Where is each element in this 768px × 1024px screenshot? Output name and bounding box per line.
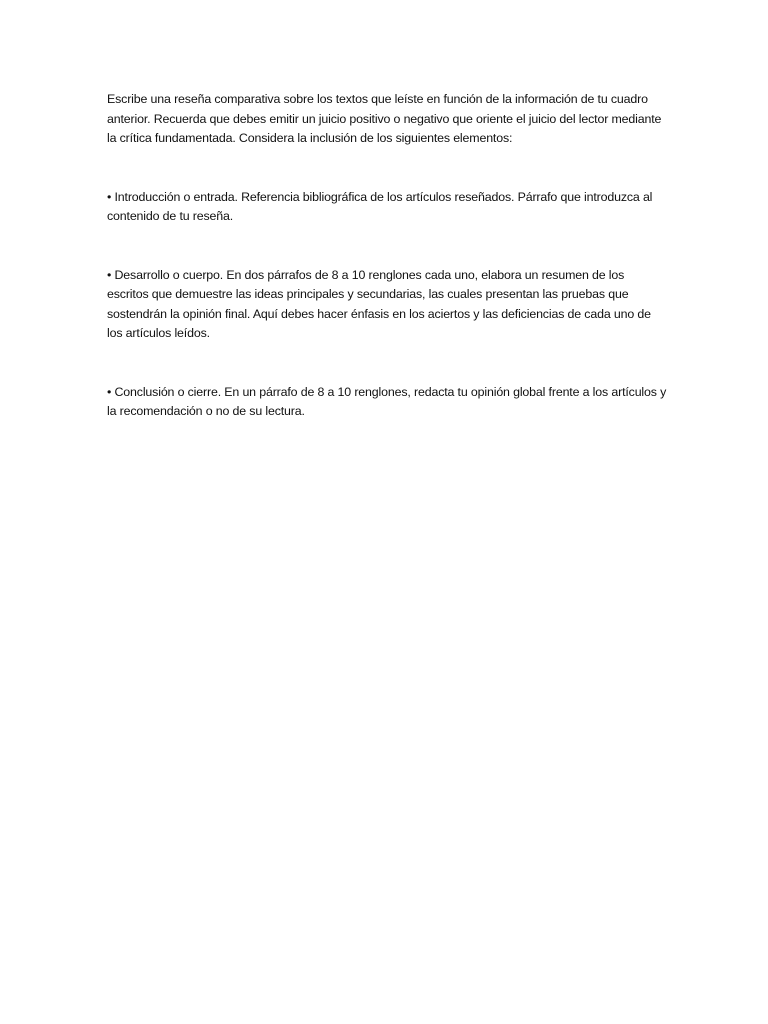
bullet-conclusion bbox=[107, 383, 667, 422]
document-content bbox=[107, 90, 667, 422]
bullet-desarrollo bbox=[107, 266, 667, 344]
bullet-icon: • bbox=[107, 384, 112, 399]
bullet-icon: • bbox=[107, 267, 112, 282]
intro-paragraph: Escribe una reseña comparativa sobre los textos que leíste en función de la información de tu cuadro anterior. Recuerda que debes emitir un juicio positivo o negativo que oriente el juicio del lector mediante la crítica fundamentada. Considera la inclusión de los siguientes elementos: bbox=[107, 92, 662, 145]
bullet-text: Conclusión o cierre. En un párrafo de 8 a 10 renglones, redacta tu opinión global frente a los artículos y la recomendación o no de su lectura. bbox=[107, 384, 667, 418]
bullet-introduccion bbox=[107, 188, 667, 227]
bullet-text: Desarrollo o cuerpo. En dos párrafos de 8 a 10 renglones cada uno, elabora un resumen de los escritos que demuestre las ideas principales y secundarias, las cuales presentan las pruebas que sostendrán la opinión final. Aquí debes hacer énfasis en los aciertos y las deficiencias de cada uno de los artículos leídos. bbox=[107, 267, 651, 340]
bullet-icon: • bbox=[107, 189, 112, 204]
bullet-text: Introducción o entrada. Referencia bibliográfica de los artículos reseñados. Párrafo que introduzca al contenido de tu reseña. bbox=[107, 189, 653, 223]
